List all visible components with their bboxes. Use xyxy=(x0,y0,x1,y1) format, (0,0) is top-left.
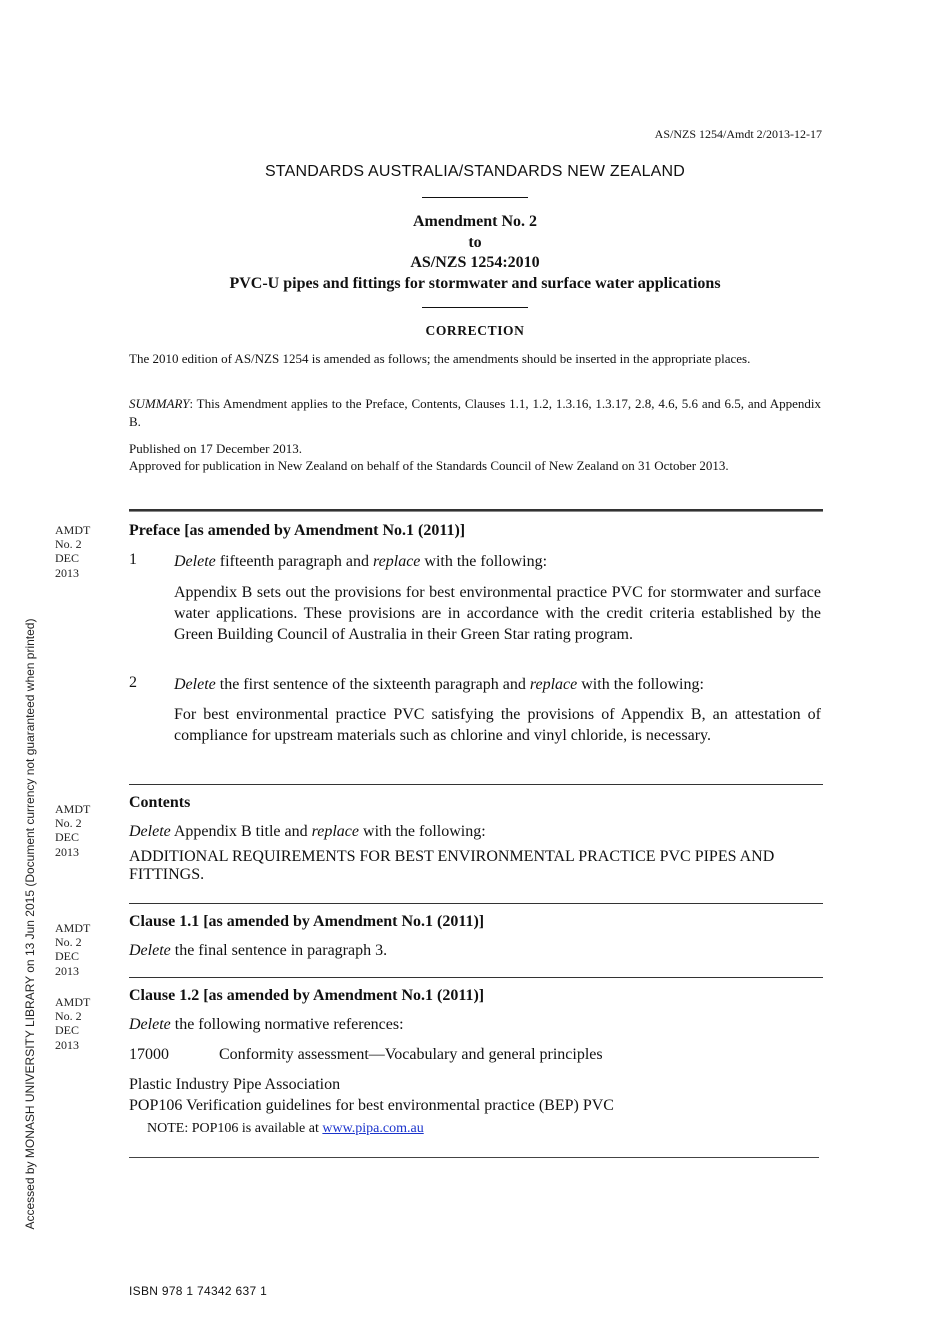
published-line: Published on 17 December 2013. xyxy=(129,441,302,456)
preface-item2-instruction: Delete the first sentence of the sixteenth paragraph and replace with the following: xyxy=(174,676,704,693)
correction-label: CORRECTION xyxy=(425,323,525,338)
amendment-number: Amendment No. 2 xyxy=(413,213,537,230)
section-divider xyxy=(129,509,823,512)
isbn: ISBN 978 1 74342 637 1 xyxy=(129,1284,268,1298)
standard-number: AS/NZS 1254:2010 xyxy=(410,254,540,271)
section-divider xyxy=(129,1157,819,1158)
clause-1-1-heading: Clause 1.1 [as amended by Amendment No.1 (2011)] xyxy=(129,913,485,930)
divider xyxy=(422,307,528,308)
summary-label: SUMMARY xyxy=(129,396,190,411)
title-block xyxy=(0,212,950,294)
amdt-tag: AMDT No. 2 DEC 2013 xyxy=(55,921,91,978)
amdt-tag: AMDT No. 2 DEC 2013 xyxy=(55,523,91,580)
reference-number: 17000 xyxy=(129,1046,169,1063)
item-number: 2 xyxy=(129,674,137,691)
approved-line: Approved for publication in New Zealand on behalf of the Standards Council of New Zealand on 31 October 2013. xyxy=(129,458,729,473)
clause-1-2-heading: Clause 1.2 [as amended by Amendment No.1 (2011)] xyxy=(129,987,485,1004)
preface-item2-text: For best environmental practice PVC satisfying the provisions of Appendix B, an attestation of compliance for upstream materials such as chlorine and vinyl chloride, is necessary. xyxy=(174,706,821,744)
preface-heading: Preface [as amended by Amendment No.1 (2011)] xyxy=(129,522,466,539)
reference-organization: Plastic Industry Pipe Association xyxy=(129,1076,341,1093)
section-divider xyxy=(129,784,823,785)
item-number: 1 xyxy=(129,551,137,568)
title-to: to xyxy=(468,233,482,251)
reference-pop106: POP106 Verification guidelines for best environmental practice (BEP) PVC xyxy=(129,1097,614,1114)
amdt-tag: AMDT No. 2 DEC 2013 xyxy=(55,995,91,1052)
summary-text: : This Amendment applies to the Preface, Contents, Clauses 1.1, 1.2, 1.3.16, 1.3.17, 2.8, 4.6, 5.6 and 6.5, and Appendix B. xyxy=(129,396,821,429)
amdt-tag: AMDT No. 2 DEC 2013 xyxy=(55,802,91,859)
section-divider xyxy=(129,977,823,978)
standard-title: PVC-U pipes and fittings for stormwater and surface water applications xyxy=(229,274,721,292)
divider xyxy=(422,197,528,198)
contents-heading: Contents xyxy=(129,794,191,811)
section-divider xyxy=(129,903,823,904)
document-reference: AS/NZS 1254/Amdt 2/2013-12-17 xyxy=(654,127,822,141)
note: NOTE: POP106 is available at www.pipa.com.au xyxy=(147,1121,424,1136)
organization-heading: STANDARDS AUSTRALIA/STANDARDS NEW ZEALAND xyxy=(264,163,686,180)
contents-new-title: ADDITIONAL REQUIREMENTS FOR BEST ENVIRONMENTAL PRACTICE PVC PIPES AND FITTINGS. xyxy=(129,848,775,883)
access-watermark: Accessed by MONASH UNIVERSITY LIBRARY on 13 Jun 2015 (Document currency not guaranteed when printed) xyxy=(23,618,37,1230)
preface-item1-text: Appendix B sets out the provisions for best environmental practice PVC for stormwater and surface water applications. These provisions are in accordance with the credit criteria established by the Green Building Council of Australia in their Green Star rating program. xyxy=(174,584,821,643)
intro-paragraph: The 2010 edition of AS/NZS 1254 is amended as follows; the amendments should be inserted in the appropriate places. xyxy=(129,351,751,366)
summary-paragraph xyxy=(129,395,821,430)
pipa-link[interactable]: www.pipa.com.au xyxy=(322,1121,424,1136)
reference-title: Conformity assessment—Vocabulary and general principles xyxy=(219,1046,603,1063)
clause-1-2-instruction: Delete the following normative references: xyxy=(129,1016,404,1033)
contents-instruction: Delete Appendix B title and replace with the following: xyxy=(129,823,486,840)
preface-item1-instruction: Delete fifteenth paragraph and replace with the following: xyxy=(174,553,548,570)
clause-1-1-instruction: Delete the final sentence in paragraph 3. xyxy=(129,942,388,959)
